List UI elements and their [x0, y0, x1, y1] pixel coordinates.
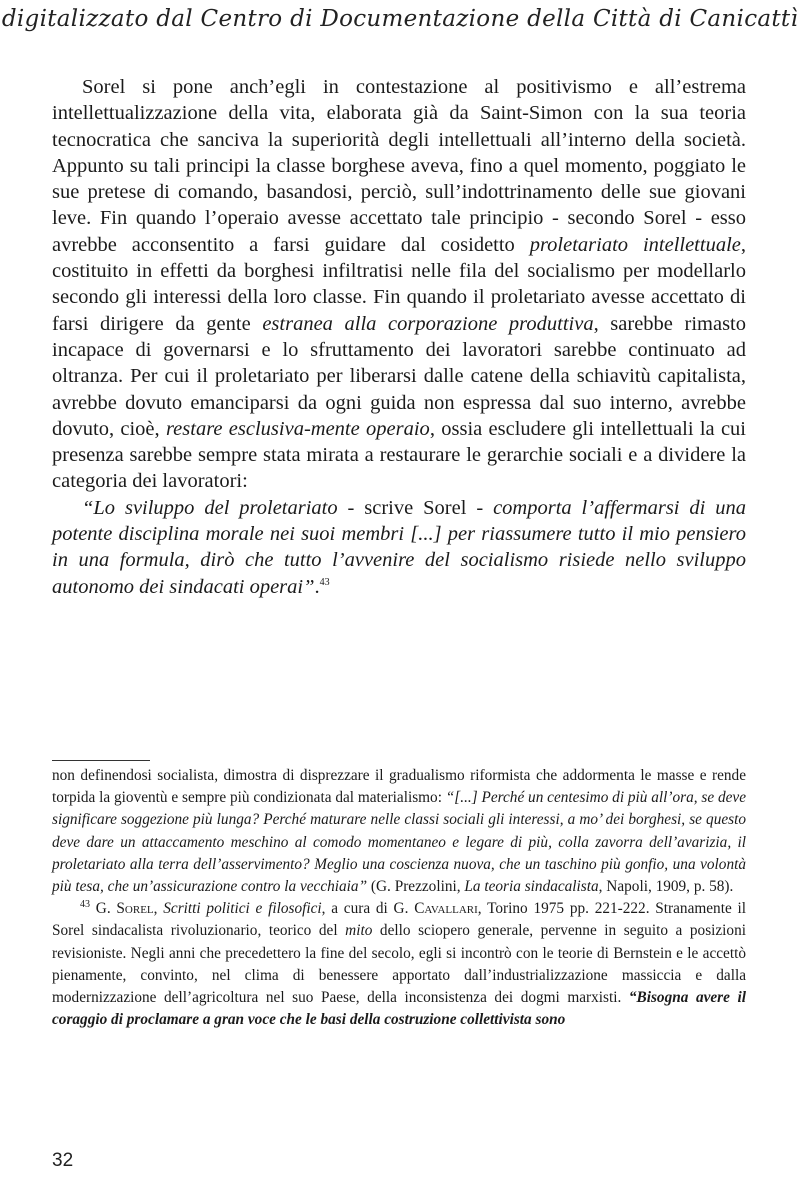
- footnote-text: ,: [153, 900, 164, 918]
- body-text: , sarebbe rimasto incapace di governarsi e lo sfruttamento dei lavoratori sarebbe continuato ad oltranza. Per cui il proletariato per liberarsi dalle catene della schiavitù capitalista, avrebbe dovuto emanciparsi da ogni guida non espressa dal suo interno, avrebbe dovuto, cioè,: [52, 312, 746, 440]
- page-number: 32: [52, 1150, 74, 1171]
- main-text: [52, 74, 746, 600]
- footnote-text: G.: [90, 900, 117, 918]
- footnote-text: dello sciopero generale, pervenne in seguito a posizioni revisioniste. Negli anni che precedettero la fine del secolo, egli si incontrò con le teorie di Bernstein e le accettò pienamente, convinto, nel clima di benessere apportato dall’industrializzazione massiccia e dalla modernizzazione dell’agricoltura nel suo Paese, della inconsistenza dei dogmi marxisti.: [52, 922, 746, 1007]
- quote-period: .: [314, 575, 320, 598]
- footnote-text: , Torino 1975 pp. 221-222. Stranamente il Sorel sindacalista rivoluzionario, teorico del: [52, 900, 747, 940]
- italic-word: mito: [345, 922, 373, 940]
- footnote-text: , Napoli, 1909, p. 58).: [598, 878, 734, 896]
- footnote-quote: “Bisogna avere il coraggio di proclamare a gran voce che le basi della costruzione collettivista sono: [52, 989, 746, 1029]
- digitization-watermark: digitalizzato dal Centro di Documentazione della Città di Canicattì: [1, 6, 799, 32]
- body-text: , costituito in effetti da borghesi infiltratisi nelle fila del socialismo per modellarlo secondo gli interessi della loro classe. Fin quando il proletariato avesse accettato di farsi dirigere da gente: [52, 233, 746, 335]
- italic-phrase: restare esclusiva-mente operaio: [165, 417, 430, 440]
- footnote-text: , a cura di G.: [321, 900, 415, 918]
- footnotes: [52, 765, 746, 1031]
- footnote-separator: [52, 760, 150, 761]
- footnote-italic: “[...] Perché un centesimo di più all’ora, se deve significare soggezione più lunga? Perché maturare nelle classi sociali gli interessi, a mo’ dei borghesi, se questo deve dare un attaccamento meschino al comodo momentaneo e legare di più, colla zavorra dell’avarizia, il proletariato alla terra dell’asservimento? Meglio una coscienza nuova, che un taschino più gonfio, una volontà più tesa, che un’assicurazione contro la vecchiaia”: [52, 789, 746, 896]
- author-name: Sorel: [116, 900, 154, 918]
- quote-italic: “Lo sviluppo del proletariato: [82, 496, 338, 519]
- italic-phrase: estranea alla corporazione produttiva: [262, 312, 594, 335]
- sorel-quote: [52, 495, 746, 600]
- footnote-continued: [52, 765, 746, 898]
- body-text: , ossia escludere gli intellettuali la cui presenza sarebbe sempre stata mirata a restaurare le gerarchie sociali e a dividere la categoria dei lavoratori:: [52, 417, 746, 493]
- footnote-text: (G. Prezzolini,: [367, 878, 465, 896]
- italic-phrase: proletariato intellettuale: [529, 233, 741, 256]
- quote-attribution: - scrive Sorel -: [337, 496, 494, 519]
- body-paragraph: [52, 74, 746, 495]
- footnote-43: [52, 898, 746, 1031]
- book-title: Scritti politici e filosofici: [163, 900, 322, 918]
- editor-name: Cavallari: [414, 900, 478, 918]
- footnote-reference: 43: [319, 576, 330, 588]
- footnote-number: 43: [80, 899, 90, 911]
- book-title: La teoria sindacalista: [464, 878, 599, 896]
- footnote-text: non definendosi socialista, dimostra di disprezzare il gradualismo riformista che addormenta le masse e rende torpida la gioventù e sempre più condizionata dal materialismo:: [52, 767, 746, 807]
- quote-italic: comporta l’affermarsi di una potente disciplina morale nei suoi membri [...] per riassumere tutto il mio pensiero in una formula, dirò che tutto l’avvenire del socialismo risiede nello sviluppo autonomo dei sindacati operai”: [52, 496, 747, 598]
- body-text: Sorel si pone anch’egli in contestazione al positivismo e all’estrema intellettualizzazione della vita, elaborata già da Saint-Simon con la sua teoria tecnocratica che sanciva la superiorità degli intellettuali all’interno della società. Appunto su tali principi la classe borghese aveva, fino a quel momento, poggiato le sue pretese di comando, basandosi, perciò, sull’indottrinamento delle sue giovani leve. Fin quando l’operaio avesse accettato tale principio - secondo Sorel - esso avrebbe acconsentito a farsi guidare dal cosidetto: [52, 76, 746, 256]
